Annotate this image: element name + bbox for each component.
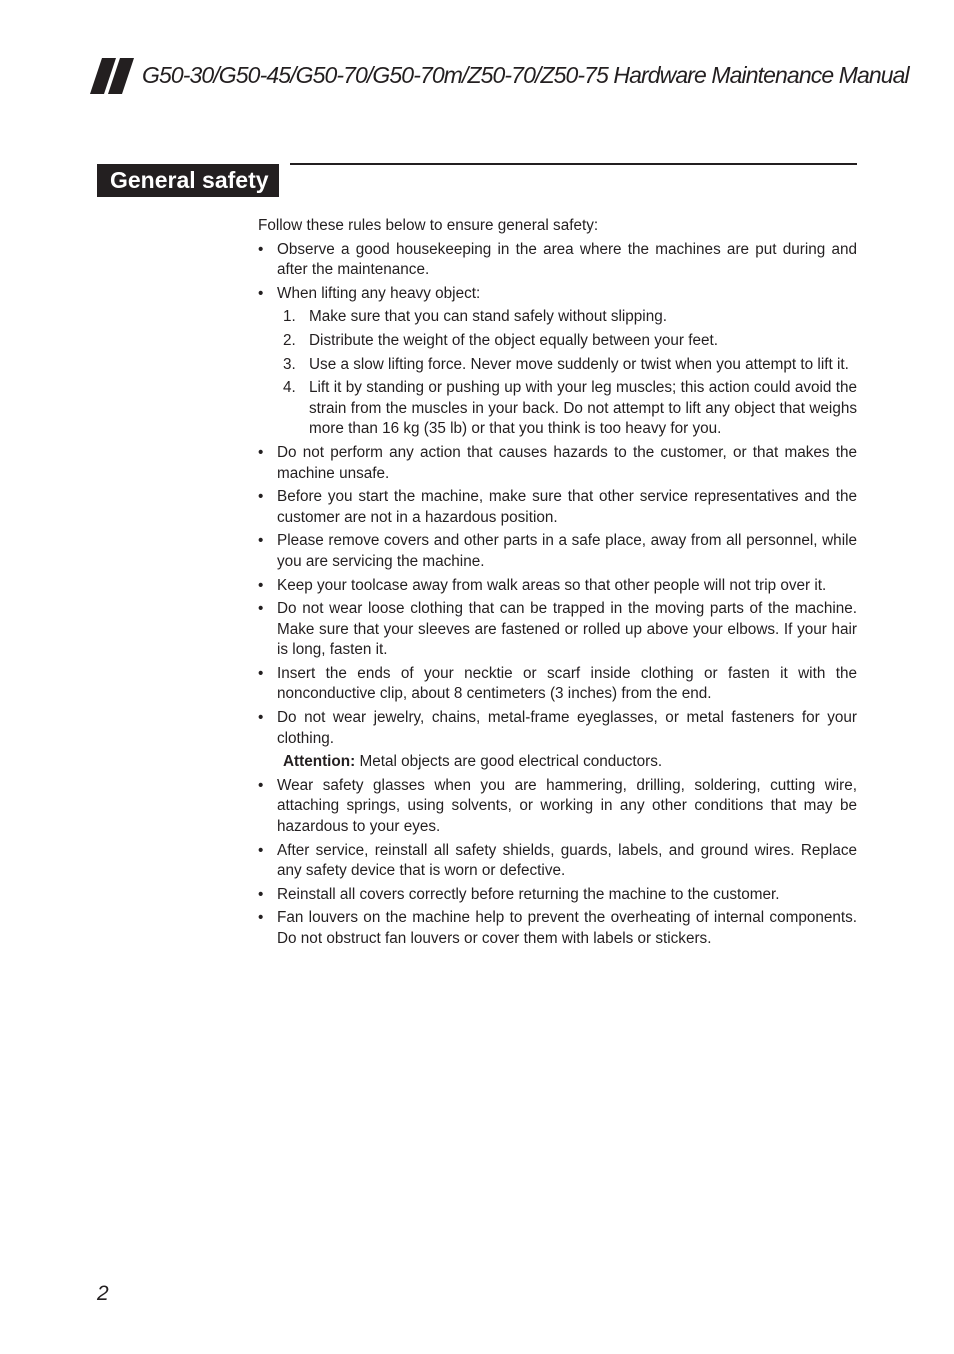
heading-rule xyxy=(290,163,857,165)
double-slash-icon xyxy=(90,58,134,94)
bullet-icon: • xyxy=(258,909,264,927)
bullet-icon: • xyxy=(258,240,264,258)
list-item: • Reinstall all covers correctly before returning the machine to the customer. xyxy=(258,885,857,906)
document-title: G50-30/G50-45/G50-70/G50-70m/Z50-70/Z50-75 Hardware Maintenance Manual xyxy=(142,62,909,88)
bullet-icon: • xyxy=(258,709,264,727)
step-item: 3. Use a slow lifting force. Never move suddenly or twist when you attempt to lift it. xyxy=(283,355,849,373)
bullet-icon: • xyxy=(258,443,264,461)
bullet-icon: • xyxy=(258,488,264,506)
list-item: • When lifting any heavy object: 1. Make sure that you can stand safely without slipping. 2. Distribute the weight of the object equally between your feet. 3. Use a slow lifting force. Never move suddenly or twist when you attempt to lift it. 4. Lift it by standing or pushing up with your leg muscles; this action could avoid the strain from the muscles in your back. Do not attempt to lift any object that weighs more than 16 kg (35 lb) or that you think is too heavy for you. xyxy=(258,284,857,440)
list-item: • After service, reinstall all safety shields, guards, labels, and ground wires. Replace any safety device that is worn or defective. xyxy=(258,841,857,880)
list-item: • Before you start the machine, make sure that other service representatives and the customer are not in a hazardous position. xyxy=(258,488,857,526)
list-item: • Keep your toolcase away from walk areas so that other people will not trip over it. xyxy=(258,576,857,597)
attention-text: Metal objects are good electrical conductors. xyxy=(355,753,663,771)
attention-note xyxy=(283,752,857,773)
list-item: • Wear safety glasses when you are hammering, drilling, soldering, cutting wire, attaching springs, using solvents, or working in any other conditions that may be hazardous to your eyes. xyxy=(258,776,857,836)
intro-text: Follow these rules below to ensure general safety: xyxy=(258,217,599,234)
attention-label: Attention: xyxy=(283,753,356,771)
list-item: • Insert the ends of your necktie or scarf inside clothing or fasten it with the nonconductive clip, about 8 centimeters (3 inches) from the end. xyxy=(258,664,857,703)
page-number: 2 xyxy=(97,1282,109,1305)
list-item: • Do not perform any action that causes hazards to the customer, or that makes the machine unsafe. xyxy=(258,443,857,482)
step-item: 1. Make sure that you can stand safely without slipping. xyxy=(283,308,667,326)
bullet-icon: • xyxy=(258,885,264,903)
section-body xyxy=(258,216,857,953)
list-item: • Do not wear jewelry, chains, metal-frame eyeglasses, or metal fasteners for your clothing. Attention: Metal objects are good electrical conductors. xyxy=(258,708,857,773)
bullet-icon: • xyxy=(258,576,264,594)
step-item: 4. Lift it by standing or pushing up with your leg muscles; this action could avoid the strain from the muscles in your back. Do not attempt to lift any object that weighs more than 16 kg (35 lb) or that you think is too heavy for you. xyxy=(283,379,857,438)
list-item: • Fan louvers on the machine help to prevent the overheating of internal components. Do not obstruct fan louvers or cover them with labels or stickers. xyxy=(258,909,857,947)
safety-rules-list xyxy=(258,240,857,950)
list-item: • Observe a good housekeeping in the area where the machines are put during and after the maintenance. xyxy=(258,240,857,279)
lifting-steps-list xyxy=(277,307,857,440)
bullet-icon: • xyxy=(258,776,264,794)
bullet-icon: • xyxy=(258,284,264,302)
section-heading: General safety xyxy=(97,164,279,197)
bullet-icon: • xyxy=(258,841,264,859)
list-item: • Do not wear loose clothing that can be trapped in the moving parts of the machine. Make sure that your sleeves are fastened or rolled up above your elbows. If your hair is long, fasten it. xyxy=(258,600,857,659)
bullet-icon: • xyxy=(258,600,264,618)
list-item: • Please remove covers and other parts in a safe place, away from all personnel, while you are servicing the machine. xyxy=(258,532,857,570)
bullet-icon: • xyxy=(258,664,264,682)
step-item: 2. Distribute the weight of the object equally between your feet. xyxy=(283,331,719,349)
bullet-icon: • xyxy=(258,532,264,550)
